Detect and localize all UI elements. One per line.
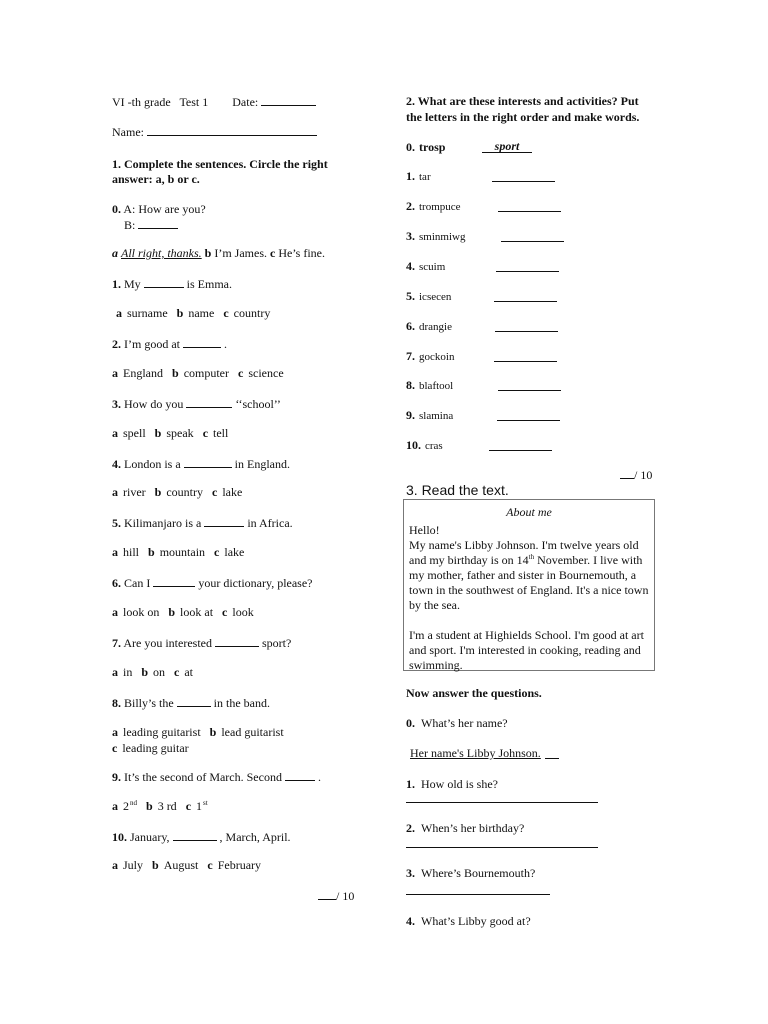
option-c[interactable]: 1 bbox=[196, 799, 203, 813]
header-line bbox=[112, 94, 316, 110]
answer-line[interactable] bbox=[494, 301, 557, 302]
option-b[interactable]: computer bbox=[183, 366, 230, 380]
section2-title-1: 2. What are these interests and activities? Put bbox=[406, 94, 639, 108]
reading-question-1: 1. How old is she? bbox=[406, 777, 498, 791]
options-8: a leading guitarist b lead guitarist c leading guitar bbox=[112, 725, 284, 755]
word-item-10: 10. cras bbox=[406, 438, 443, 452]
option-c[interactable]: science bbox=[248, 366, 284, 380]
answer-line[interactable] bbox=[489, 450, 552, 451]
option-a[interactable]: in bbox=[123, 665, 133, 679]
option-a[interactable]: look on bbox=[123, 605, 160, 619]
word-item-5: 5. icsecen bbox=[406, 289, 452, 303]
example-answer: All right, thanks. bbox=[121, 246, 202, 260]
section1-title-1: 1. Complete the sentences. Circle the right bbox=[112, 157, 328, 171]
options-3: a spell b speak c tell bbox=[112, 426, 229, 440]
answer-blank[interactable] bbox=[183, 336, 221, 348]
option-a[interactable]: surname bbox=[127, 306, 168, 320]
question-7: 7. Are you interested sport? bbox=[112, 636, 292, 650]
word-item-8: 8. blaftool bbox=[406, 378, 454, 392]
scrambled-word: sminmiwg bbox=[419, 231, 466, 243]
word-item-1: 1. tar bbox=[406, 169, 431, 183]
question-8: 8. Billy’s the in the band. bbox=[112, 696, 270, 710]
word-item-0: 0. trosp bbox=[406, 140, 446, 154]
option-c[interactable]: tell bbox=[213, 426, 229, 440]
example-b-line: B: bbox=[124, 217, 178, 233]
options-2: a England b computer c science bbox=[112, 366, 284, 380]
answer-line[interactable] bbox=[406, 847, 598, 848]
question-6: 6. Can I your dictionary, please? bbox=[112, 576, 313, 590]
option-a[interactable]: July bbox=[123, 858, 144, 872]
answer-line[interactable] bbox=[406, 894, 550, 895]
answer-blank[interactable] bbox=[144, 276, 184, 288]
answer-blank[interactable] bbox=[186, 396, 232, 408]
reading-question-4: 4. What’s Libby good at? bbox=[406, 914, 531, 928]
option-a[interactable]: spell bbox=[123, 426, 146, 440]
answer-title: Now answer the questions. bbox=[406, 686, 542, 700]
options-5: a hill b mountain c lake bbox=[112, 545, 245, 559]
option-b[interactable]: name bbox=[188, 306, 215, 320]
answer-line[interactable] bbox=[498, 390, 561, 391]
word-item-6: 6. drangie bbox=[406, 319, 452, 333]
section2-title-2: the letters in the right order and make words. bbox=[406, 110, 640, 124]
answer-line[interactable] bbox=[496, 271, 559, 272]
scrambled-word: blaftool bbox=[419, 380, 454, 392]
example-options: a All right, thanks. b I’m James. c He’s fine. bbox=[112, 246, 325, 260]
options-4: a river b country c lake bbox=[112, 485, 243, 499]
option-c[interactable]: leading guitar bbox=[122, 741, 189, 755]
option-c[interactable]: country bbox=[233, 306, 271, 320]
option-c[interactable]: lake bbox=[224, 545, 245, 559]
option-b[interactable]: look at bbox=[180, 605, 214, 619]
answer-blank[interactable] bbox=[153, 575, 195, 587]
answer-line[interactable] bbox=[495, 331, 558, 332]
options-1: a surname b name c country bbox=[116, 306, 271, 320]
option-c[interactable]: at bbox=[184, 665, 194, 679]
scrambled-word: cras bbox=[425, 440, 443, 452]
answer-blank[interactable] bbox=[184, 456, 232, 468]
scrambled-word: trompuce bbox=[419, 201, 461, 213]
answer-line[interactable] bbox=[501, 241, 564, 242]
question-10: 10. January, , March, April. bbox=[112, 830, 291, 844]
answer-line[interactable] bbox=[498, 211, 561, 212]
answer-line[interactable] bbox=[406, 802, 598, 803]
scrambled-word: drangie bbox=[419, 321, 452, 333]
option-b[interactable]: mountain bbox=[159, 545, 206, 559]
answer-blank[interactable] bbox=[173, 829, 217, 841]
options-6: a look on b look at c look bbox=[112, 605, 254, 619]
reading-question-2: 2. When’s her birthday? bbox=[406, 821, 525, 835]
answer-line[interactable] bbox=[492, 181, 555, 182]
scrambled-word: tar bbox=[419, 171, 431, 183]
option-c[interactable]: February bbox=[217, 858, 262, 872]
hello-text: Hello! bbox=[409, 523, 440, 537]
option-b[interactable]: lead guitarist bbox=[221, 725, 284, 739]
example-answer-sport: sport bbox=[482, 140, 532, 153]
question-9: 9. It’s the second of March. Second . bbox=[112, 770, 321, 784]
paragraph-1: My name's Libby Johnson. I'm twelve years old and my birthday is on 14th November. I live with my mother, father and sister in Bournemouth, a town in the southwest of England. It's a nice town by the sea. bbox=[409, 538, 649, 612]
option-b[interactable]: speak bbox=[166, 426, 194, 440]
word-item-2: 2. trompuce bbox=[406, 199, 461, 213]
answer-line[interactable] bbox=[494, 361, 557, 362]
option-a[interactable]: leading guitarist bbox=[123, 725, 201, 739]
scrambled-word: scuim bbox=[419, 261, 446, 273]
reading-question-3: 3. Where’s Bournemouth? bbox=[406, 866, 536, 880]
question-2: 2. I’m good at . bbox=[112, 337, 227, 351]
option-b[interactable]: 3 rd bbox=[157, 799, 177, 813]
date-label: Date: bbox=[232, 95, 259, 109]
answer-line[interactable] bbox=[497, 420, 560, 421]
question-5: 5. Kilimanjaro is a in Africa. bbox=[112, 516, 293, 530]
answer-blank[interactable] bbox=[215, 635, 259, 647]
scrambled-word: trosp bbox=[419, 140, 446, 154]
option-c[interactable]: lake bbox=[222, 485, 243, 499]
question-4: 4. London is a in England. bbox=[112, 457, 290, 471]
grade-label: VI -th grade bbox=[112, 95, 171, 109]
option-a[interactable]: England bbox=[123, 366, 163, 380]
about-me-box bbox=[403, 499, 655, 671]
name-line bbox=[112, 124, 317, 140]
option-b[interactable]: August bbox=[163, 858, 199, 872]
option-c[interactable]: look bbox=[232, 605, 254, 619]
section1-score: / 10 bbox=[318, 888, 354, 904]
question-1: 1. My is Emma. bbox=[112, 277, 232, 291]
options-7: a in b on c at bbox=[112, 665, 194, 679]
example-question: 0. A: How are you? bbox=[112, 202, 206, 216]
test-label: Test 1 bbox=[179, 95, 209, 109]
option-a[interactable]: hill bbox=[123, 545, 140, 559]
question-3: 3. How do you ‘‘school’’ bbox=[112, 397, 281, 411]
option-a[interactable]: 2 bbox=[123, 799, 129, 813]
name-field[interactable] bbox=[147, 124, 317, 136]
answer-blank[interactable] bbox=[204, 515, 244, 527]
date-field[interactable] bbox=[261, 94, 316, 106]
section2-score: / 10 bbox=[620, 467, 652, 483]
word-item-4: 4. scuim bbox=[406, 259, 446, 273]
example-reading-answer: Her name's Libby Johnson. bbox=[410, 746, 541, 760]
option-a[interactable]: river bbox=[123, 485, 146, 499]
word-item-3: 3. sminmiwg bbox=[406, 229, 466, 243]
scrambled-word: icsecen bbox=[419, 291, 452, 303]
section1-title-2: answer: a, b or c. bbox=[112, 172, 200, 186]
scrambled-word: slamina bbox=[419, 410, 454, 422]
word-item-7: 7. gockoin bbox=[406, 349, 455, 363]
option-b[interactable]: country bbox=[166, 485, 203, 499]
about-me-title: About me bbox=[506, 505, 552, 519]
scrambled-word: gockoin bbox=[419, 351, 455, 363]
options-10: a July b August c February bbox=[112, 858, 262, 872]
section3-title: 3. Read the text. bbox=[406, 482, 509, 498]
word-item-9: 9. slamina bbox=[406, 408, 454, 422]
options-9: a 2nd b 3 rd c 1st bbox=[112, 799, 208, 813]
paragraph-2: I'm a student at Highields School. I'm good at art and sport. I'm interested in cooking, reading and swimming. bbox=[409, 628, 644, 672]
option-b[interactable]: on bbox=[153, 665, 166, 679]
reading-question-0: 0. What’s her name? bbox=[406, 716, 508, 730]
name-label: Name: bbox=[112, 125, 144, 139]
answer-blank[interactable] bbox=[177, 695, 211, 707]
answer-blank[interactable] bbox=[285, 769, 315, 781]
